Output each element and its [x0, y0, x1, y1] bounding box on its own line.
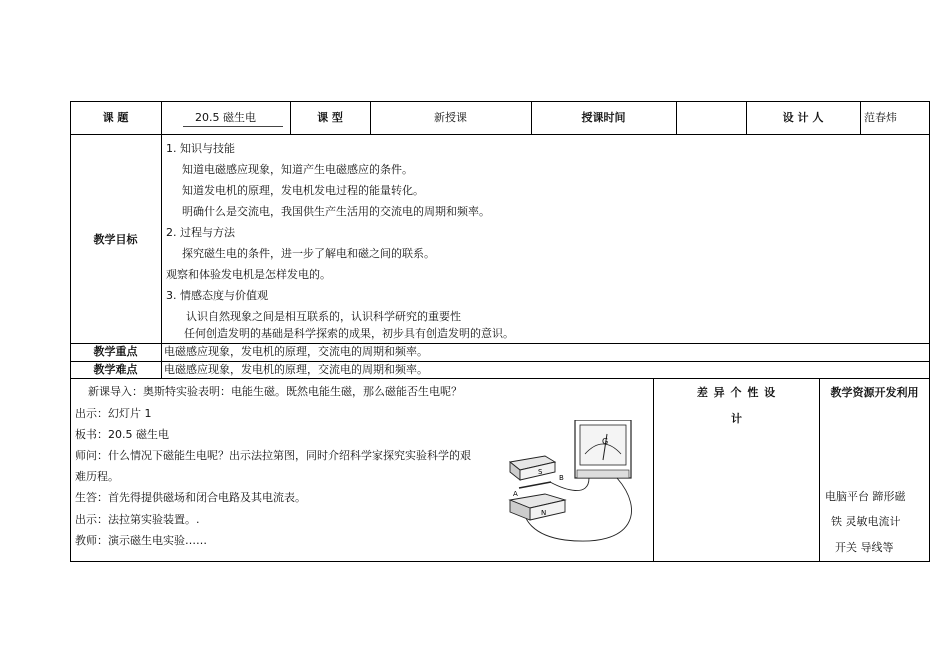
type-label: 课 型 [317, 111, 343, 124]
process-line: 教师：演示磁生电实验…… [75, 534, 207, 547]
faraday-apparatus-illustration [505, 420, 647, 550]
key-point-value: 电磁感应现象，发电机的原理，交流电的周期和频率。 [164, 345, 428, 358]
process-line: 出示：幻灯片 1 [75, 407, 152, 420]
objective-line: 2. 过程与方法 [166, 226, 235, 239]
topic-label: 课 题 [102, 111, 129, 124]
objective-line: 明确什么是交流电，我国供生产生活用的交流电的周期和频率。 [182, 205, 490, 218]
objective-line: 探究磁生电的条件，进一步了解电和磁之间的联系。 [182, 247, 435, 260]
magnet-n-label: N [541, 509, 547, 517]
point-a-label: A [513, 490, 518, 498]
difficulty-value: 电磁感应现象，发电机的原理，交流电的周期和频率。 [164, 363, 428, 376]
difficulty-label: 教学难点 [93, 363, 138, 376]
objective-line: 观察和体验发电机是怎样发电的。 [166, 268, 331, 281]
differentiation-label-cont: 计 [731, 412, 742, 425]
objective-line: 知道发电机的原理，发电机发电过程的能量转化。 [182, 184, 424, 197]
designer-label: 设 计 人 [782, 111, 824, 124]
topic-value: 20.5 磁生电 [195, 111, 256, 124]
meter-label-g: G [602, 437, 609, 446]
process-line: 新课导入：奥斯特实验表明：电能生磁。既然电能生磁，那么磁能否生电呢？ [88, 385, 462, 398]
designer-value: 范春炜 [864, 111, 897, 124]
objectives-label: 教学目标 [93, 233, 138, 246]
type-value: 新授课 [434, 111, 467, 124]
key-point-label: 教学重点 [93, 345, 138, 358]
galvanometer-base [577, 470, 629, 478]
wire-b [550, 478, 589, 491]
resources-line: 铁 灵敏电流计 [831, 515, 901, 528]
resources-line: 开关 导线等 [835, 541, 894, 554]
process-line: 生答：首先得提供磁场和闭合电路及其电流表。 [75, 491, 306, 504]
objective-line: 知道电磁感应现象，知道产生电磁感应的条件。 [182, 163, 413, 176]
objective-line: 3. 情感态度与价值观 [166, 289, 268, 302]
time-label: 授课时间 [581, 111, 626, 124]
process-line: 板书：20.5 磁生电 [75, 428, 169, 441]
process-line: 难历程。 [75, 470, 119, 483]
objective-line: 任何创造发明的基础是科学探索的成果，初步具有创造发明的意识。 [184, 327, 514, 340]
differentiation-label: 差 异 个 性 设 [696, 386, 777, 399]
resources-line: 电脑平台 蹄形磁 [825, 490, 906, 503]
objective-line: 1. 知识与技能 [166, 142, 235, 155]
conductor-rod [519, 482, 551, 488]
resources-label: 教学资源开发利用 [830, 386, 919, 399]
point-b-label: B [559, 474, 564, 482]
objective-line: 认识自然现象之间是相互联系的，认识科学研究的重要性 [186, 310, 461, 323]
topic-underline [183, 126, 283, 127]
process-line: 出示：法拉第实验装置。. [75, 513, 200, 526]
process-line: 师问：什么情况下磁能生电呢？出示法拉第图，同时介绍科学家探究实验科学的艰 [75, 449, 471, 462]
magnet-s-label: S [538, 468, 543, 476]
